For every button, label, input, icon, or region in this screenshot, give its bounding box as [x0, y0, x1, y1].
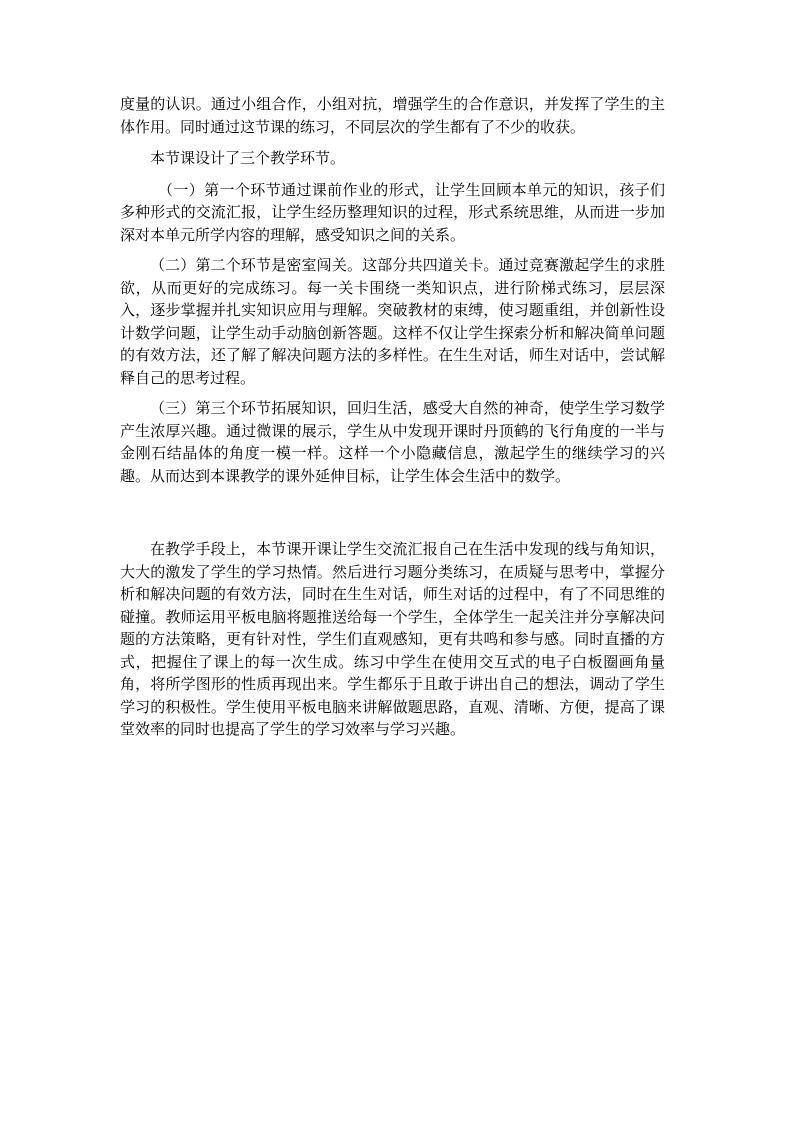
teaching-methods-paragraph: 在教学手段上，本节课开课让学生交流汇报自己在生活中发现的线与角知识，大大的激发了学生的学习热情。然后进行习题分类练习，在质疑与思考中，掌握分析和解决问题的有效方法，同时在生生对话，师生对话的过程中，有了不同思维的碰撞。教师运用平板电脑将题推送给每一个学生，全体学生一起关注并分享解决问题的方法策略，更有针对性，学生们直观感知，更有共鸣和参与感。同时直播的方式，把握住了课上的每一次生成。练习中学生在使用交互式的电子白板圈画角量角，将所学图形的性质再现出来。学生都乐于且敢于讲出自己的想法，调动了学生学习的积极性。学生使用平板电脑来讲解做题思路，直观、清晰、方便，提高了课堂效率的同时也提高了学生的学习效率与学习兴趣。 — [120, 540, 665, 738]
paragraph-spacer — [120, 495, 665, 538]
section-three-paragraph: （三）第三个环节拓展知识，回归生活，感受大自然的神奇，使学生学习数学产生浓厚兴趣。通过微课的展示，学生从中发现开课时丹顶鹤的飞行角度的一半与金刚石结晶体的角度一模一样。这样一个小隐藏信息，激起学生的继续学习的兴趣。从而达到本课教学的课外延伸目标，让学生体会生活中的数学。 — [120, 399, 665, 485]
document-body — [120, 93, 665, 741]
intro-paragraph: 度量的认识。通过小组合作，小组对抗，增强学生的合作意识，并发挥了学生的主体作用。同时通过这节课的练习，不同层次的学生都有了不少的收获。 — [120, 95, 665, 136]
section-two-paragraph: （二）第二个环节是密室闯关。这部分共四道关卡。通过竞赛激起学生的求胜欲，从而更好的完成练习。每一关卡围绕一类知识点，进行阶梯式练习，层层深入，逐步掌握并扎实知识应用与理解。突破教材的束缚，使习题重组，并创新性设计数学问题，让学生动手动脑创新答题。这样不仅让学生探索分析和解决简单问题的有效方法，还了解了解决问题方法的多样性。在生生对话，师生对话中，尝试解释自己的思考过程。 — [120, 256, 665, 387]
section-one-paragraph: （一）第一个环节通过课前作业的形式，让学生回顾本单元的知识，孩子们多种形式的交流汇报，让学生经历整理知识的过程，形式系统思维，从而进一步加深对本单元所学内容的理解，感受知识之间的关系。 — [120, 180, 665, 244]
design-heading: 本节课设计了三个教学环节。 — [150, 149, 346, 167]
